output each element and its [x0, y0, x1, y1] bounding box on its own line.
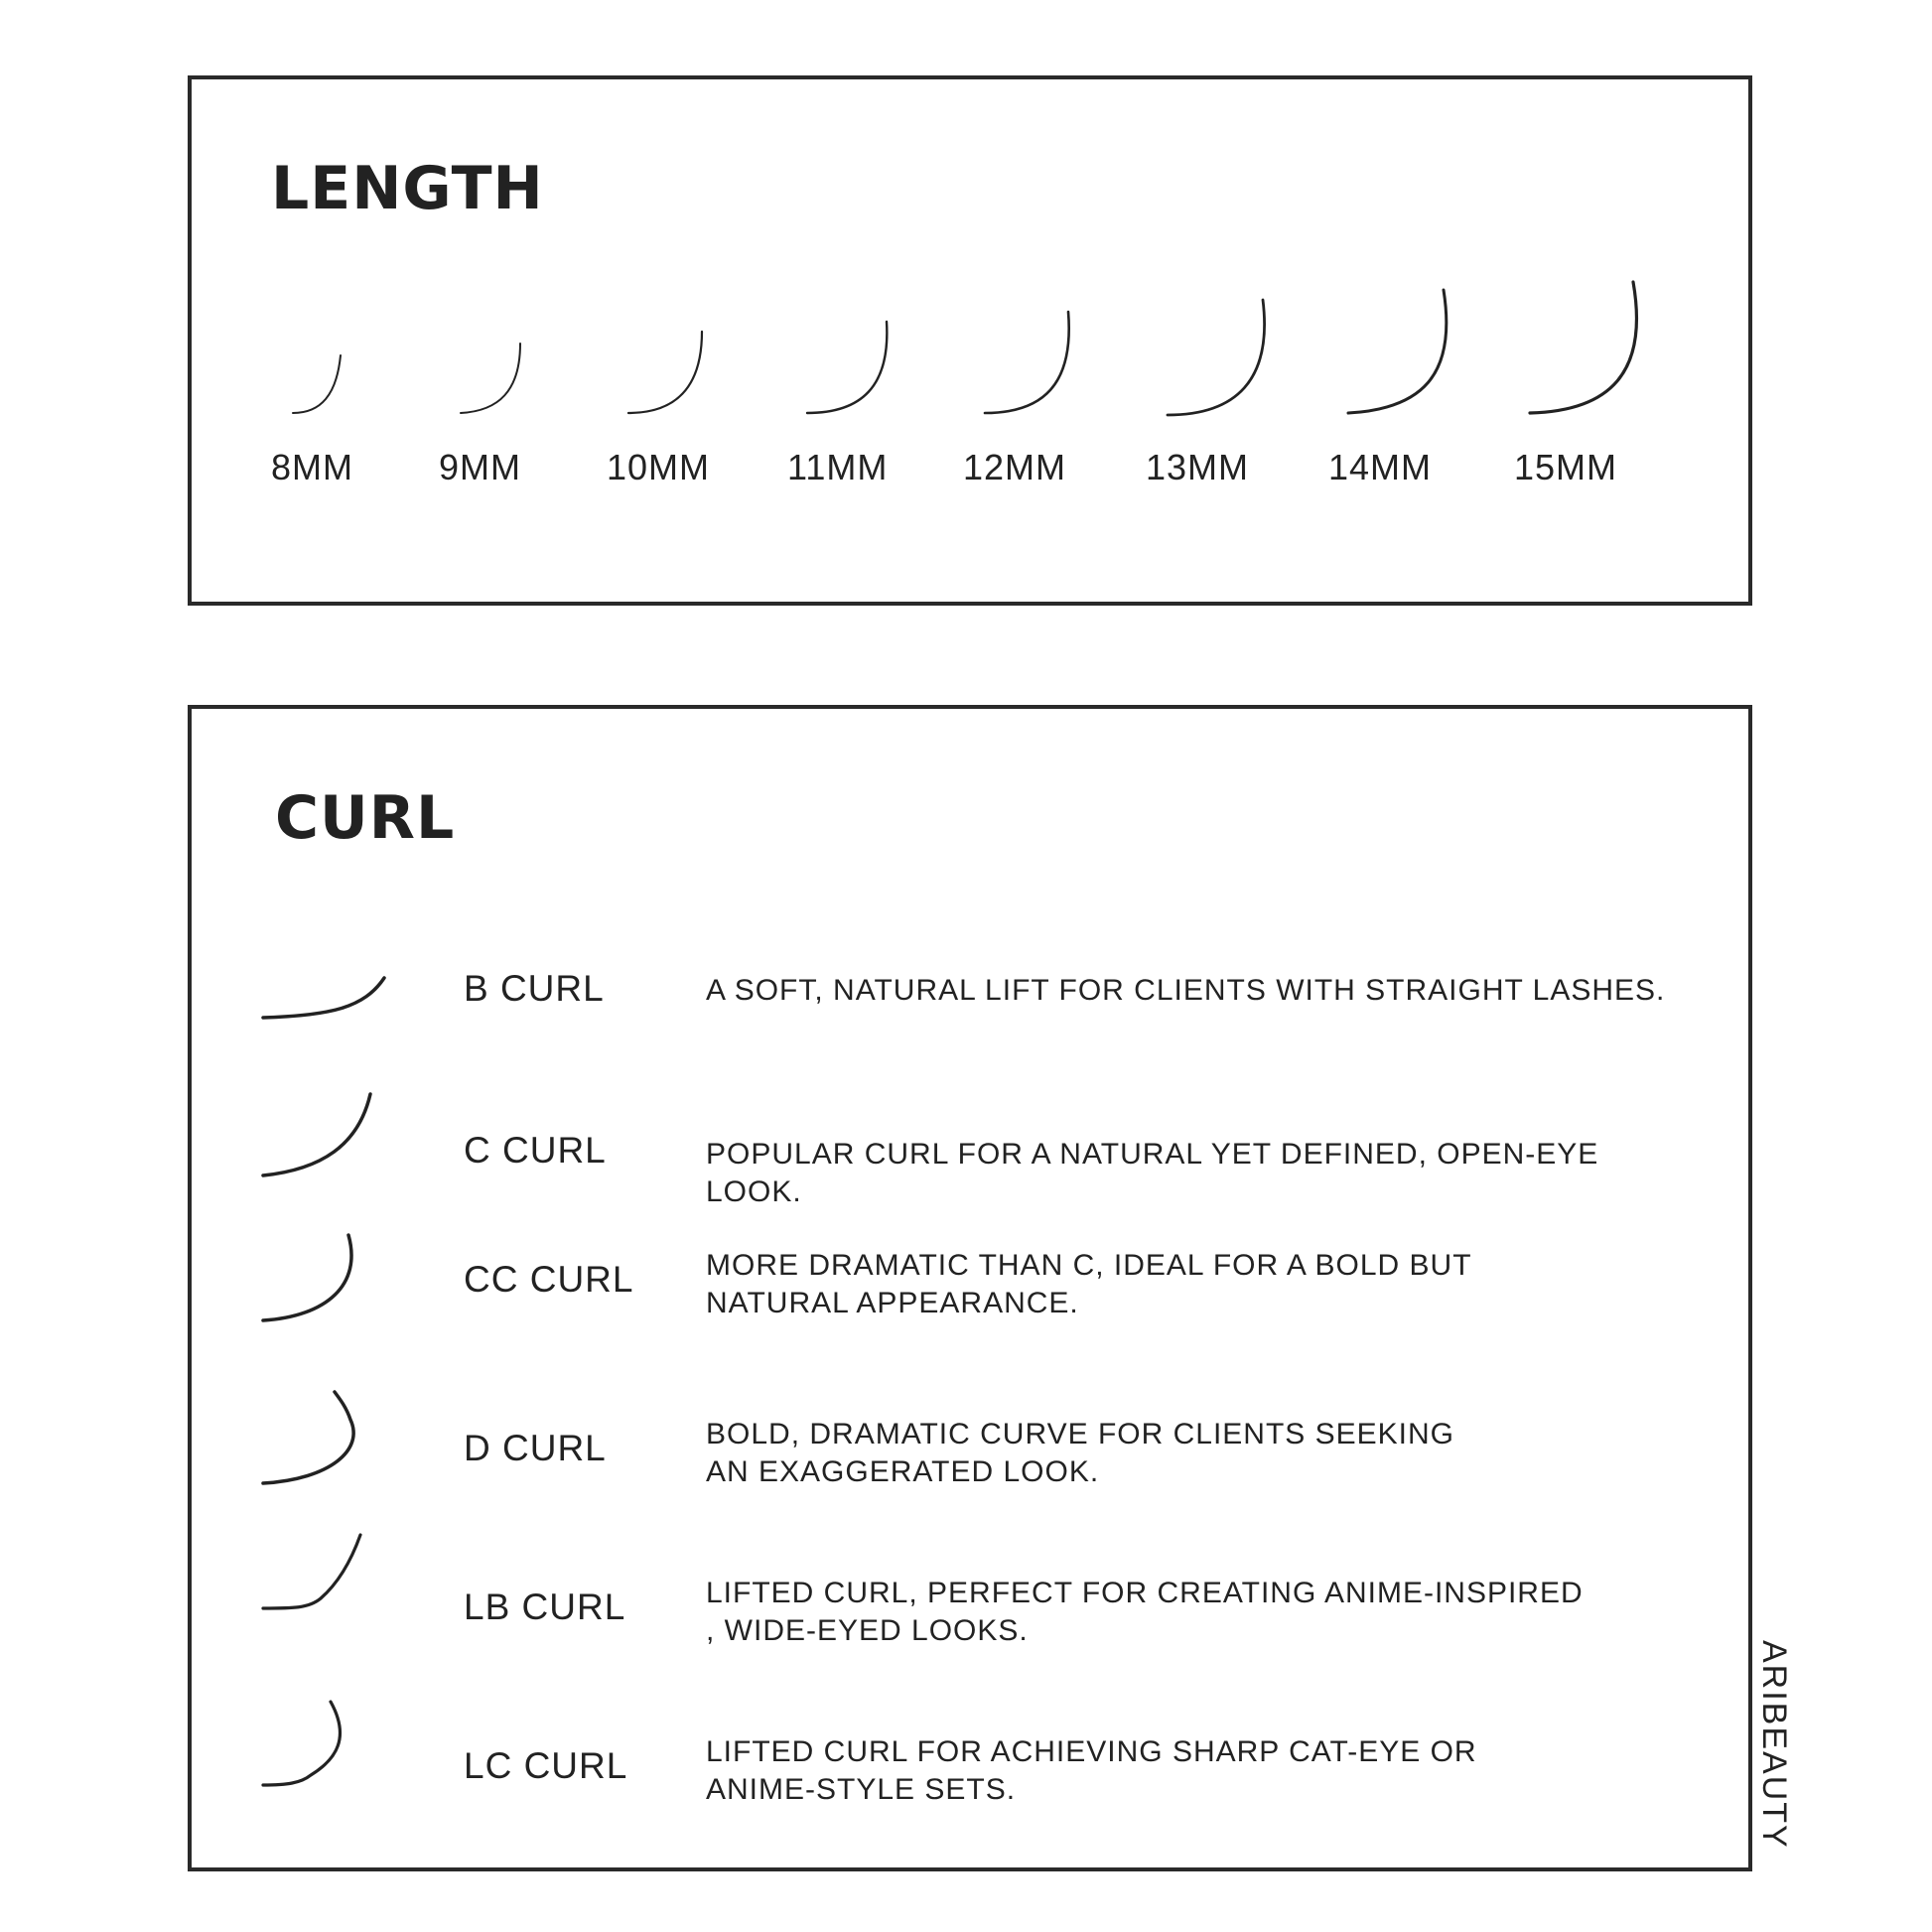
- length-item-15mm: [1514, 278, 1683, 516]
- curl-description: LIFTED CURL FOR ACHIEVING SHARP CAT-EYE OR ANIME-STYLE SETS.: [706, 1735, 1477, 1806]
- length-item-13mm: [1146, 278, 1314, 516]
- lash-13mm-icon: [1146, 278, 1314, 437]
- lash-8mm-icon: [271, 278, 440, 437]
- lb-curl-icon: [261, 1523, 400, 1662]
- length-label: 9MM: [439, 447, 521, 487]
- curl-name: CC CURL: [464, 1259, 634, 1300]
- length-label: 12MM: [963, 447, 1067, 487]
- length-item-9mm: [439, 278, 608, 516]
- length-label: 8MM: [271, 447, 353, 487]
- length-label: 13MM: [1146, 447, 1250, 487]
- curl-row-c: [192, 1046, 1748, 1208]
- curl-name: D CURL: [464, 1428, 607, 1468]
- curl-row-lb: [192, 1523, 1748, 1672]
- curl-row-cc: [192, 1195, 1748, 1344]
- lash-10mm-icon: [607, 278, 775, 437]
- c-curl-icon: [261, 1046, 400, 1185]
- cc-curl-icon: [261, 1195, 400, 1334]
- curl-name: LB CURL: [464, 1587, 626, 1627]
- length-panel: [188, 75, 1752, 606]
- lash-15mm-icon: [1514, 278, 1683, 437]
- length-item-10mm: [607, 278, 775, 516]
- curl-description: MORE DRAMATIC THAN C, IDEAL FOR A BOLD BUT NATURAL APPEARANCE.: [706, 1249, 1472, 1319]
- length-item-12mm: [963, 278, 1132, 516]
- length-item-14mm: [1328, 278, 1497, 516]
- curl-name: C CURL: [464, 1130, 607, 1171]
- lash-12mm-icon: [963, 278, 1132, 437]
- curl-name: LC CURL: [464, 1745, 628, 1786]
- length-label: 11MM: [787, 447, 889, 487]
- length-label: 14MM: [1328, 447, 1433, 487]
- length-item-8mm: [271, 278, 440, 516]
- curl-description: LIFTED CURL, PERFECT FOR CREATING ANIME-INSPIRED , WIDE-EYED LOOKS.: [706, 1577, 1584, 1647]
- curl-description: BOLD, DRAMATIC CURVE FOR CLIENTS SEEKING AN EXAGGERATED LOOK.: [706, 1418, 1455, 1488]
- lash-14mm-icon: [1328, 278, 1497, 437]
- lc-curl-icon: [261, 1682, 400, 1821]
- brand-wordmark: ARIBEAUTY: [1755, 1640, 1793, 1850]
- length-label: 10MM: [607, 447, 711, 487]
- curl-name: B CURL: [464, 968, 605, 1009]
- curl-description: A SOFT, NATURAL LIFT FOR CLIENTS WITH STRAIGHT LASHES.: [706, 974, 1666, 1007]
- d-curl-icon: [261, 1364, 400, 1503]
- length-item-11mm: [787, 278, 956, 516]
- lash-11mm-icon: [787, 278, 956, 437]
- curl-row-d: [192, 1364, 1748, 1513]
- length-label: 15MM: [1514, 447, 1618, 487]
- curl-description: POPULAR CURL FOR A NATURAL YET DEFINED, OPEN-EYE LOOK.: [706, 1138, 1599, 1208]
- curl-title: CURL: [275, 783, 456, 853]
- curl-row-lc: [192, 1682, 1748, 1831]
- lash-9mm-icon: [439, 278, 608, 437]
- curl-panel: [188, 705, 1752, 1871]
- length-title: LENGTH: [271, 154, 544, 223]
